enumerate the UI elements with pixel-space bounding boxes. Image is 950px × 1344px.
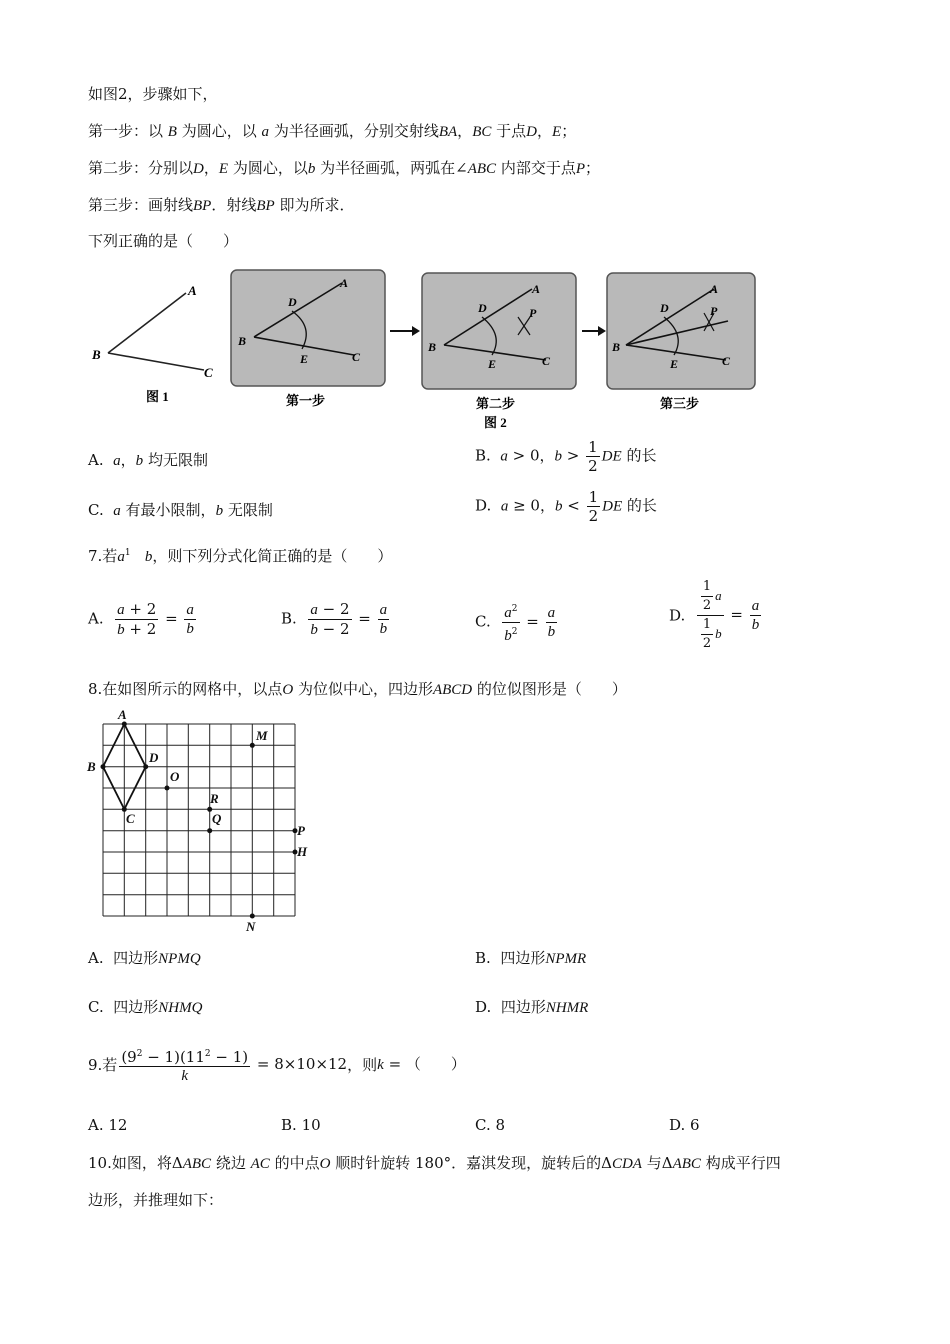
svg-text:A: A	[532, 282, 541, 296]
figure-1-caption: 图 1	[146, 389, 169, 404]
q8-grid-figure	[84, 705, 324, 935]
point-o: O	[170, 769, 180, 784]
point-r: R	[210, 791, 219, 806]
q6-option-a[interactable]: A. a，b 均无限制	[88, 451, 208, 469]
point-b: B	[87, 759, 96, 774]
q8-option-c[interactable]: C. 四边形NHMQ	[88, 998, 203, 1016]
q6-option-b[interactable]: B. a > 0，b > $\frac{1}{2}$ DE 的长	[475, 438, 657, 475]
svg-text:E: E	[300, 352, 309, 366]
svg-text:P: P	[710, 304, 718, 318]
q10-line1: 10.如图，将ΔABC 绕边 AC 的中点O 顺时针旋转 180°．嘉淇发现，旋转后的ΔCDA 与ΔABC 构成平行四	[88, 1154, 781, 1172]
q8-option-b[interactable]: B. 四边形NPMR	[475, 949, 587, 967]
q7-option-d[interactable]: D. $\frac{1}{2}$ a $\frac{1}{2}$ b = $\frac{a}{b}$	[669, 579, 760, 651]
figure-1-angle	[91, 283, 213, 380]
svg-text:C: C	[352, 350, 361, 364]
q9-option-b[interactable]: B. 10	[281, 1116, 321, 1134]
svg-text:D: D	[478, 301, 487, 315]
point-h: H	[297, 844, 308, 859]
q6-step2: 第二步：分别以D，E 为圆心，以b 为半径画弧，两弧在∠ABC 内部交于点P；	[88, 159, 601, 177]
q9-option-a[interactable]: A. 12	[88, 1116, 128, 1134]
step-2-panel	[422, 273, 576, 389]
q8-option-d[interactable]: D. 四边形NHMR	[475, 998, 589, 1016]
svg-text:D: D	[288, 295, 297, 309]
q9-option-c[interactable]: C. 8	[475, 1116, 506, 1134]
svg-text:P: P	[529, 306, 537, 320]
svg-text:D: D	[660, 301, 669, 315]
point-c: C	[126, 811, 135, 826]
svg-text:A: A	[340, 276, 349, 290]
arrow-icon	[390, 326, 420, 336]
q6-step3: 第三步：画射线BP．射线BP 即为所求．	[88, 196, 355, 214]
q8-option-a[interactable]: A. 四边形NPMQ	[88, 949, 201, 967]
svg-text:B: B	[428, 340, 437, 354]
point-a: A	[118, 707, 127, 722]
q6-option-d[interactable]: D. a ≥ 0，b < $\frac{1}{2}$ DE 的长	[475, 488, 657, 525]
point-n: N	[246, 919, 256, 934]
svg-text:E: E	[488, 357, 497, 371]
q8-stem: 8.在如图所示的网格中，以点O 为位似中心，四边形ABCD 的位似图形是（ ）	[88, 680, 627, 698]
svg-text:C: C	[204, 365, 213, 380]
arrow-icon	[582, 326, 606, 336]
q7-option-a[interactable]: A. $\frac{a + 2}{b + 2}$ = $\frac{a}{b}$	[88, 600, 194, 638]
svg-text:B: B	[612, 340, 621, 354]
step-3-panel	[607, 273, 755, 389]
svg-text:A: A	[710, 282, 719, 296]
q6-figures	[86, 265, 766, 435]
q6-intro: 如图2，步骤如下，	[88, 85, 218, 103]
q6-step1: 第一步：以 B 为圆心，以 a 为半径画弧，分别交射线BA，BC 于点D，E；	[88, 122, 577, 140]
q10-line2: 边形，并推理如下：	[88, 1191, 224, 1209]
point-p: P	[297, 823, 305, 838]
step-3-caption: 第三步	[660, 396, 700, 411]
q6-option-c[interactable]: C. a 有最小限制，b 无限制	[88, 501, 273, 519]
q6-question: 下列正确的是（ ）	[88, 232, 239, 250]
point-m: M	[256, 728, 268, 743]
point-d: D	[149, 750, 159, 765]
svg-text:A: A	[188, 283, 197, 298]
svg-text:C: C	[722, 354, 731, 368]
svg-text:C: C	[542, 354, 551, 368]
svg-text:B: B	[92, 347, 101, 362]
step-2-caption: 第二步	[476, 396, 516, 411]
q7-stem: 7.若$a^1$ b，则下列分式化简正确的是（ ）	[88, 547, 393, 565]
figure-2-caption: 图 2	[484, 415, 507, 430]
svg-text:B: B	[238, 334, 247, 348]
point-q: Q	[212, 811, 222, 826]
svg-text:E: E	[670, 357, 679, 371]
q7-option-c[interactable]: C. $\frac{a^2}{b^2}$ = $\frac{a}{b}$	[475, 600, 559, 645]
q9-stem: 9.若 $\frac{(9^2 - 1)(11^2 - 1)}{k}$ = 8×10×12，则k = （ ）	[88, 1045, 466, 1085]
q9-option-d[interactable]: D. 6	[669, 1116, 700, 1134]
step-1-caption: 第一步	[286, 393, 326, 408]
q7-option-b[interactable]: B. $\frac{a - 2}{b - 2}$ = $\frac{a}{b}$	[281, 600, 388, 638]
step-1-panel	[231, 270, 385, 386]
